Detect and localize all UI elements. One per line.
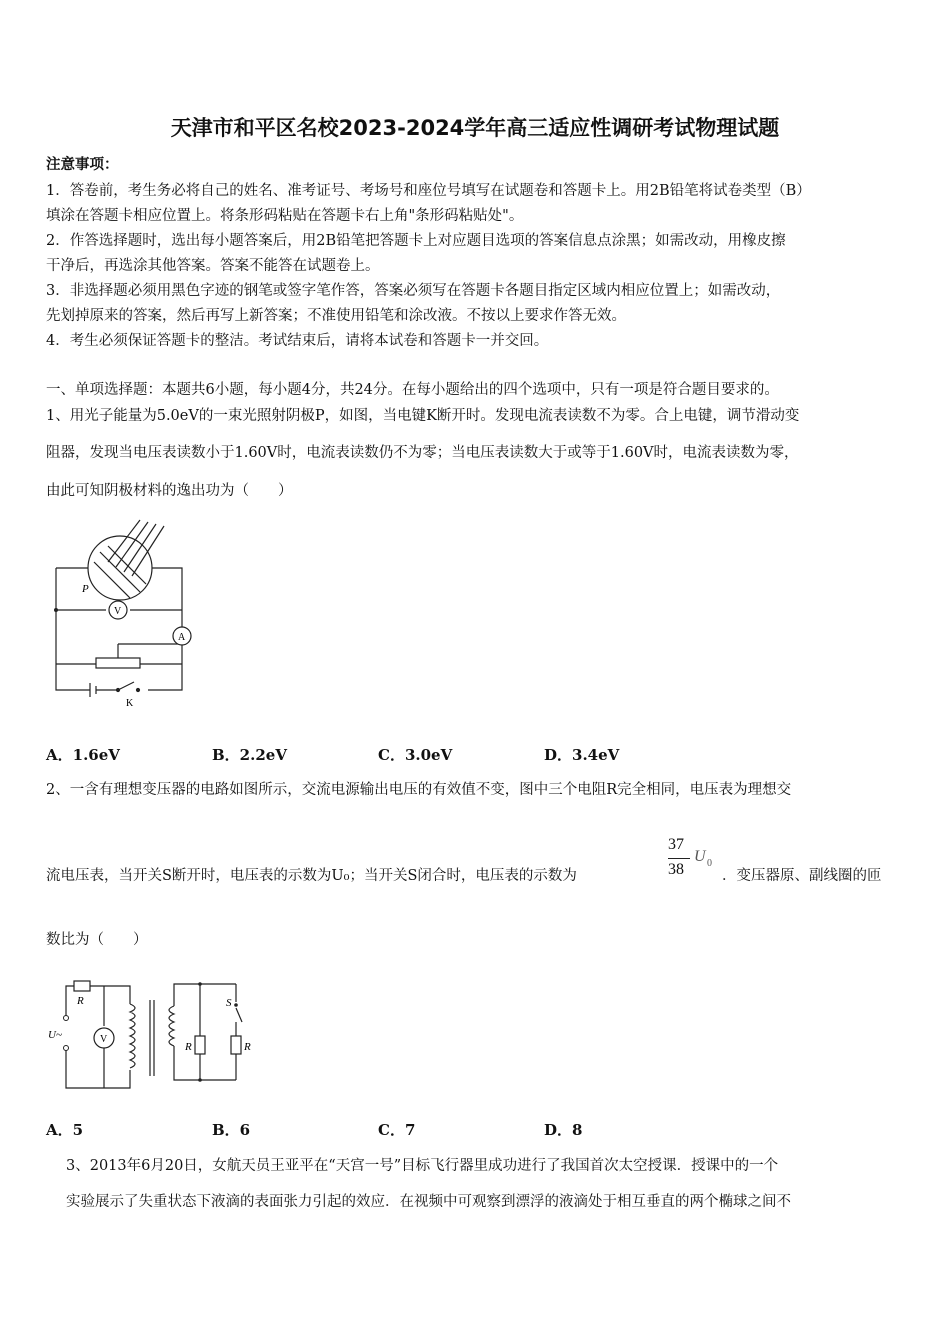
q2-option-c: C．7 [378,1121,416,1139]
notice-line: 干净后，再选涂其他答案。答案不能答在试题卷上。 [46,258,380,274]
q2-option-d: D．8 [544,1121,583,1139]
fraction-denominator: 38 [668,861,684,878]
notice-heading: 注意事项： [46,156,119,173]
q1-option-b: B．2.2eV [212,746,287,764]
q1-text: 1、用光子能量为5.0eV的一束光照射阴极P，如图，当电键K断开时。发现电流表读数不为零。合上电键，调节滑动变 [46,408,800,424]
notice-line: 填涂在答题卡相应位置上。将条形码粘贴在答题卡右上角"条形码粘贴处"。 [46,208,524,224]
notice-line: 1．答卷前，考生务必将自己的姓名、准考证号、考场号和座位号填写在试题卷和答题卡上。用2B铅笔将试卷类型（B） [46,183,811,199]
fraction-subscript: 0 [707,858,712,869]
q2-text: 数比为（ ） [46,932,148,948]
notice-line: 3．非选择题必须用黑色字迹的钢笔或签字笔作答，答案必须写在答题卡各题目指定区域内相应位置上；如需改动， [46,283,781,299]
label-switch-s: S [226,997,232,1009]
q1-circuit-diagram [48,512,198,712]
q2-option-b: B．6 [212,1121,251,1139]
q1-text: 由此可知阴极材料的逸出功为（ ） [46,483,293,499]
label-r3: R [244,1041,251,1053]
label-switch-k: K [126,698,134,709]
q1-text: 阻器，发现当电压表读数小于1.60V时，电流表读数仍不为零；当电压表读数大于或等于1.60V时，电流表读数为零， [46,445,799,461]
label-ammeter: A [178,632,186,643]
q2-option-a: A．5 [46,1121,84,1139]
page-title: 天津市和平区名校2023-2024学年高三适应性调研考试物理试题 [170,116,780,140]
q3-text: 实验展示了失重状态下液滴的表面张力引起的效应．在视频中可观察到漂浮的液滴处于相互垂直的两个椭球之间不 [66,1194,791,1210]
section-heading: 一、单项选择题：本题共6小题，每小题4分，共24分。在每小题给出的四个选项中，只有一项是符合题目要求的。 [46,382,779,398]
q2-text: 2、一含有理想变压器的电路如图所示，交流电源输出电压的有效值不变，图中三个电阻R完全相同，电压表为理想交 [46,782,792,798]
label-p: P [82,583,89,595]
fraction-variable: U [694,848,706,865]
q3-text: 3、2013年6月20日，女航天员王亚平在“天宫一号”目标飞行器里成功进行了我国首次太空授课．授课中的一个 [66,1158,779,1174]
q1-option-a: A．1.6eV [46,746,120,764]
q2-transformer-diagram [46,976,256,1096]
q2-fraction [668,836,720,888]
notice-line: 2．作答选择题时，选出每小题答案后，用2B铅笔把答题卡上对应题目选项的答案信息点涂黑；如需改动，用橡皮擦 [46,233,786,249]
label-r2: R [185,1041,192,1053]
q2-text: 流电压表，当开关S断开时，电压表的示数为U₀；当开关S闭合时，电压表的示数为 [46,868,577,884]
label-source: U~ [48,1029,62,1041]
q1-option-d: D．3.4eV [544,746,620,764]
q2-text: ．变压器原、副线圈的匝 [722,868,882,884]
fraction-numerator: 37 [668,836,684,853]
label-voltmeter: V [100,1034,108,1045]
label-voltmeter: V [114,606,122,617]
fraction-bar [668,858,690,859]
notice-line: 先划掉原来的答案，然后再写上新答案；不准使用铅笔和涂改液。不按以上要求作答无效。 [46,308,626,324]
label-r1: R [77,995,84,1007]
q1-option-c: C．3.0eV [378,746,453,764]
notice-line: 4．考生必须保证答题卡的整洁。考试结束后，请将本试卷和答题卡一并交回。 [46,333,549,349]
